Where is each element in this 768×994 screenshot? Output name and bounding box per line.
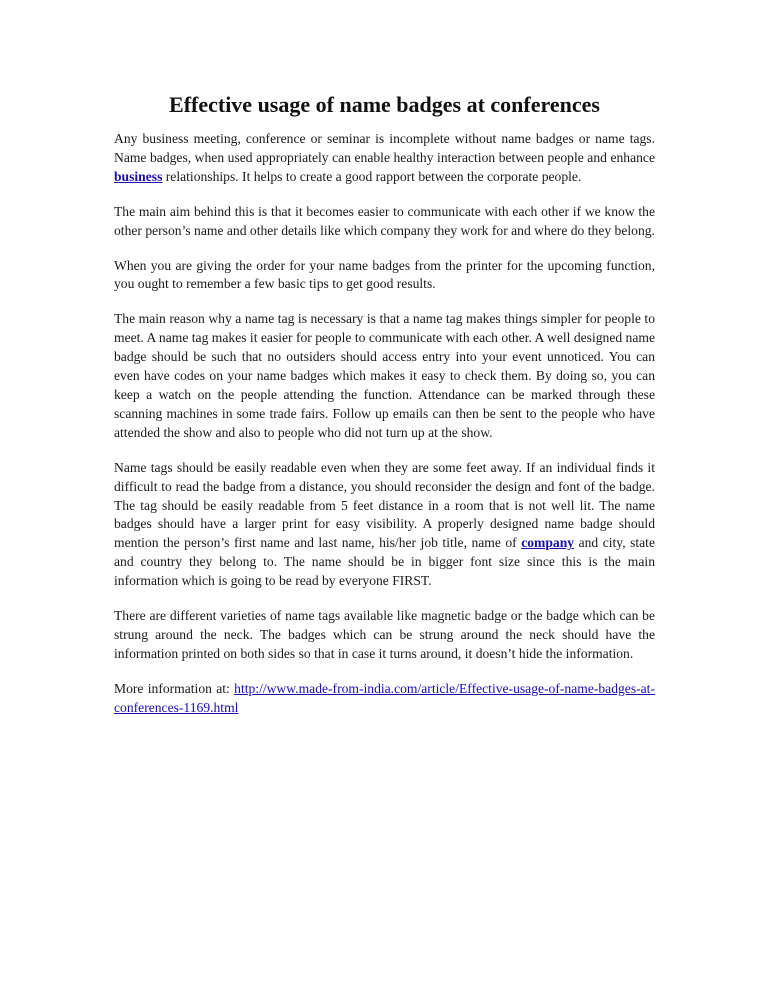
paragraph-main-aim: The main aim behind this is that it becomes easier to communicate with each other if we know the other person’s name and other details like which company they work for and where do they belong.	[114, 203, 655, 238]
paragraph-intro-text-before: Any business meeting, conference or seminar is incomplete without name badges or name tags. Name badges, when used appropriately can enable healthy interaction between people and enhance	[114, 131, 655, 165]
paragraph-main-reason: The main reason why a name tag is necessary is that a name tag makes things simpler for people to meet. A name tag makes it easier for people to communicate with each other. A well designed name badge should be such that no outsiders should access entry into your event unnoticed. You can even have codes on your name badges which makes it easy to check them. By doing so, you can keep a watch on the people attending the function. Attendance can be marked through these scanning machines in some trade fairs. Follow up emails can then be sent to the people who have attended the show and also to people who did not turn up at the show.	[114, 311, 655, 440]
paragraph-intro	[114, 130, 655, 187]
more-info-label: More information at:	[114, 680, 235, 696]
paragraph-readability-text-after: and city, state and country they belong to. The name should be in bigger font size since this is the main information which is going to be read by everyone FIRST.	[114, 535, 655, 589]
company-link[interactable]: company	[521, 535, 575, 551]
paragraph-readability-text-before: Name tags should be easily readable even when they are some feet away. If an individual finds it difficult to read the badge from a distance, you should reconsider the design and font of the badge. The tag should be easily readable from 5 feet distance in a room that is not well lit. The name badges should have a larger print for easy visibility. A properly designed name badge should mention the person’s first name and last name, his/her job title, name of	[114, 459, 655, 551]
business-link[interactable]: business	[114, 168, 163, 184]
paragraph-intro-text-after: relationships. It helps to create a good rapport between the corporate people.	[162, 168, 582, 184]
document-title: Effective usage of name badges at conferences	[169, 92, 600, 117]
article-url-link[interactable]: http://www.made-from-india.com/article/Effective-usage-of-name-badges-at-conferences-1169.html	[114, 680, 655, 715]
paragraph-ordering: When you are giving the order for your name badges from the printer for the upcoming function, you ought to remember a few basic tips to get good results.	[114, 257, 655, 292]
paragraph-varieties: There are different varieties of name tags available like magnetic badge or the badge which can be strung around the neck. The badges which can be strung around the neck should have the information printed on both sides so that in case it turns around, it doesn’t hide the information.	[114, 608, 655, 661]
document-page	[114, 92, 655, 734]
paragraph-readability	[114, 459, 655, 591]
paragraph-more-info	[114, 680, 655, 718]
